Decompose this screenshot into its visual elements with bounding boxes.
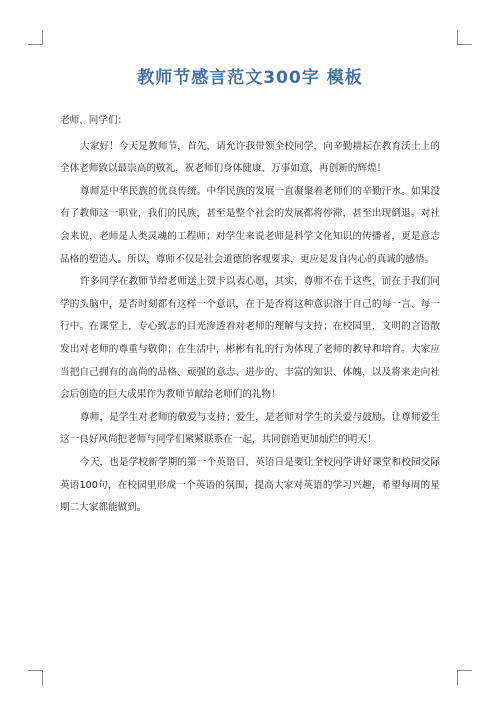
crop-mark-bottom-left [28, 670, 43, 685]
crop-mark-bottom-right [457, 670, 472, 685]
paragraph-teachers-day-gifts: 许多同学在教师节给老师送上贺卡以表心愿，其实，尊师不在于这些，而在于我们同学的头脑中，是否时刻都有这样一个意识，在于是否将这种意识溶于自己的每一言、每一行中。在课堂上，专心致志的目光渗透着对老师的理解与支持；在校园里，文明的言语散发出对老师的尊重与敬仰；在生活中，彬彬有礼的行为体现了老师的教导和培育。大家应当把自己拥有的高尚的品格、顽强的意志、进步的、丰富的知识、体魄，以及将来走向社会后创造的巨大成果作为教师节献给老师们的礼物！ [60, 276, 440, 401]
crop-mark-top-left [28, 30, 43, 45]
paragraph-greeting: 大家好！今天是教师节，首先，请允许我带领全校同学，向辛勤耕耘在教育沃土上的全体老师致以最崇高的敬礼，祝老师们身体健康、万事如意，再创新的辉煌！ [60, 140, 440, 175]
paragraph-respect-and-care: 尊师，是学生对老师的敬爱与支持；爱生，是老师对学生的关爱与鼓励。让尊师爱生这一良好风尚把老师与同学们紧紧联系在一起，共同创造更加灿烂的明天！ [60, 411, 440, 446]
paragraph-respect-tradition: 尊师是中华民族的优良传统。中华民族的发展一直凝聚着老师们的辛勤汗水。如果没有了教师这一职业，我们的民族，甚至是整个社会的发展都将停滞，甚至出现倒退。对社会来说，老师是人类灵魂的工程师；对学生来说老师是科学文化知识的传播者，更是意志品格的塑造人。所以，尊师不仅是社会道德的客观要求，更应是发自内心的真诚的感悟。 [60, 185, 440, 265]
paragraph-english-day: 今天，也是学校新学期的第一个英语日，英语日是要让全校同学讲好课堂和校园交际英语100句，在校园里形成一个英语的氛围，提高大家对英语的学习兴趣，希望每周的星期二大家都能做到。 [60, 456, 440, 514]
document-body [60, 110, 440, 520]
salutation: 老师、同学们： [60, 115, 128, 126]
document-title: 教师节感言范文300字 模板 [137, 68, 363, 88]
crop-mark-top-right [457, 30, 472, 45]
